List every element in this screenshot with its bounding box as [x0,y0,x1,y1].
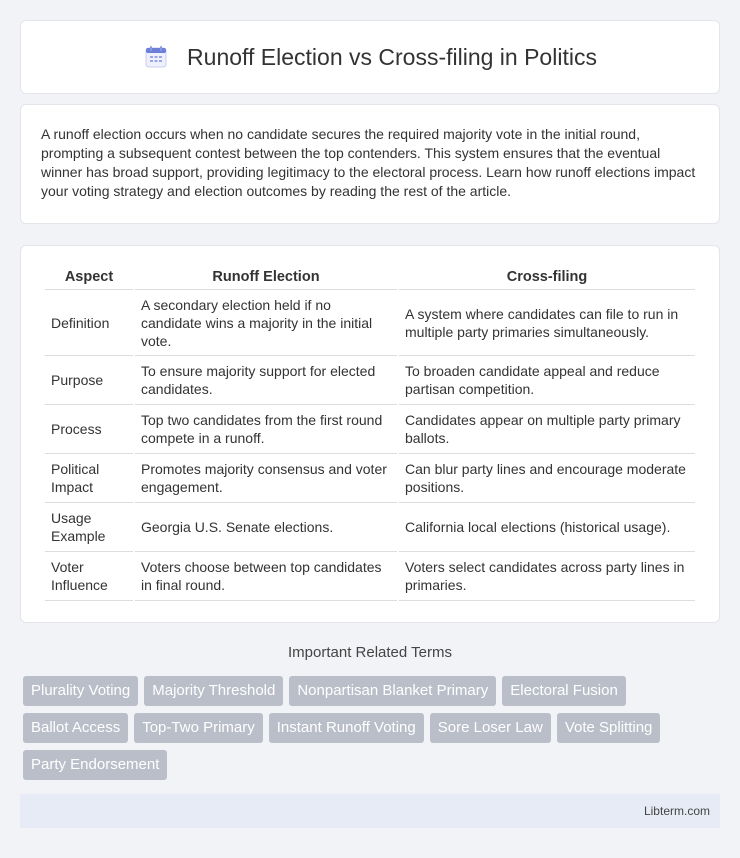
related-terms-list [23,676,723,780]
cross-filing-cell: To broaden candidate appeal and reduce partisan competition. [399,356,695,405]
table-row [45,454,695,503]
cross-filing-cell: California local elections (historical usage). [399,503,695,552]
runoff-cell: Promotes majority consensus and voter engagement. [135,454,397,503]
related-term-tag[interactable]: Top-Two Primary [134,713,263,743]
table-row [45,552,695,601]
aspect-cell: Usage Example [45,503,133,552]
runoff-cell: Voters choose between top candidates in final round. [135,552,397,601]
related-term-tag[interactable]: Sore Loser Law [430,713,551,743]
aspect-cell: Political Impact [45,454,133,503]
aspect-cell: Purpose [45,356,133,405]
header-cross-filing: Cross-filing [399,266,695,290]
table-row [45,405,695,454]
title-card [20,20,720,94]
header-aspect: Aspect [45,266,133,290]
cross-filing-cell: Candidates appear on multiple party primary ballots. [399,405,695,454]
related-term-tag[interactable]: Plurality Voting [23,676,138,706]
runoff-cell: Top two candidates from the first round compete in a runoff. [135,405,397,454]
intro-text: A runoff election occurs when no candidate secures the required majority vote in the initial round, prompting a subsequent contest between the top contenders. This system ensures that the eventual winner has broad support, providing legitimacy to the electoral process. Learn how runoff elections impact your voting strategy and election outcomes by reading the rest of the article. [41,126,696,199]
table-row [45,503,695,552]
comparison-table-card [20,245,720,623]
footer-brand-link[interactable]: Libterm.com [643,804,710,818]
runoff-cell: To ensure majority support for elected candidates. [135,356,397,405]
related-term-tag[interactable]: Vote Splitting [557,713,661,743]
runoff-cell: A secondary election held if no candidate wins a majority in the initial vote. [135,290,397,356]
footer [20,794,720,828]
related-term-tag[interactable]: Nonpartisan Blanket Primary [289,676,496,706]
cross-filing-cell: Can blur party lines and encourage moderate positions. [399,454,695,503]
runoff-cell: Georgia U.S. Senate elections. [135,503,397,552]
related-term-tag[interactable]: Majority Threshold [144,676,283,706]
table-header-row [45,266,695,290]
comparison-table [43,266,697,601]
related-term-tag[interactable]: Electoral Fusion [502,676,626,706]
related-term-tag[interactable]: Party Endorsement [23,750,167,780]
aspect-cell: Definition [45,290,133,356]
page-title: Runoff Election vs Cross-filing in Politics [187,43,597,70]
related-terms-title: Important Related Terms [288,644,452,661]
related-term-tag[interactable]: Ballot Access [23,713,128,743]
table-row [45,356,695,405]
related-term-tag[interactable]: Instant Runoff Voting [269,713,424,743]
cross-filing-cell: Voters select candidates across party lines in primaries. [399,552,695,601]
calendar-icon [143,44,169,70]
intro-card [20,104,720,224]
cross-filing-cell: A system where candidates can file to run in multiple party primaries simultaneously. [399,290,695,356]
aspect-cell: Voter Influence [45,552,133,601]
table-row [45,290,695,356]
header-runoff-election: Runoff Election [135,266,397,290]
aspect-cell: Process [45,405,133,454]
